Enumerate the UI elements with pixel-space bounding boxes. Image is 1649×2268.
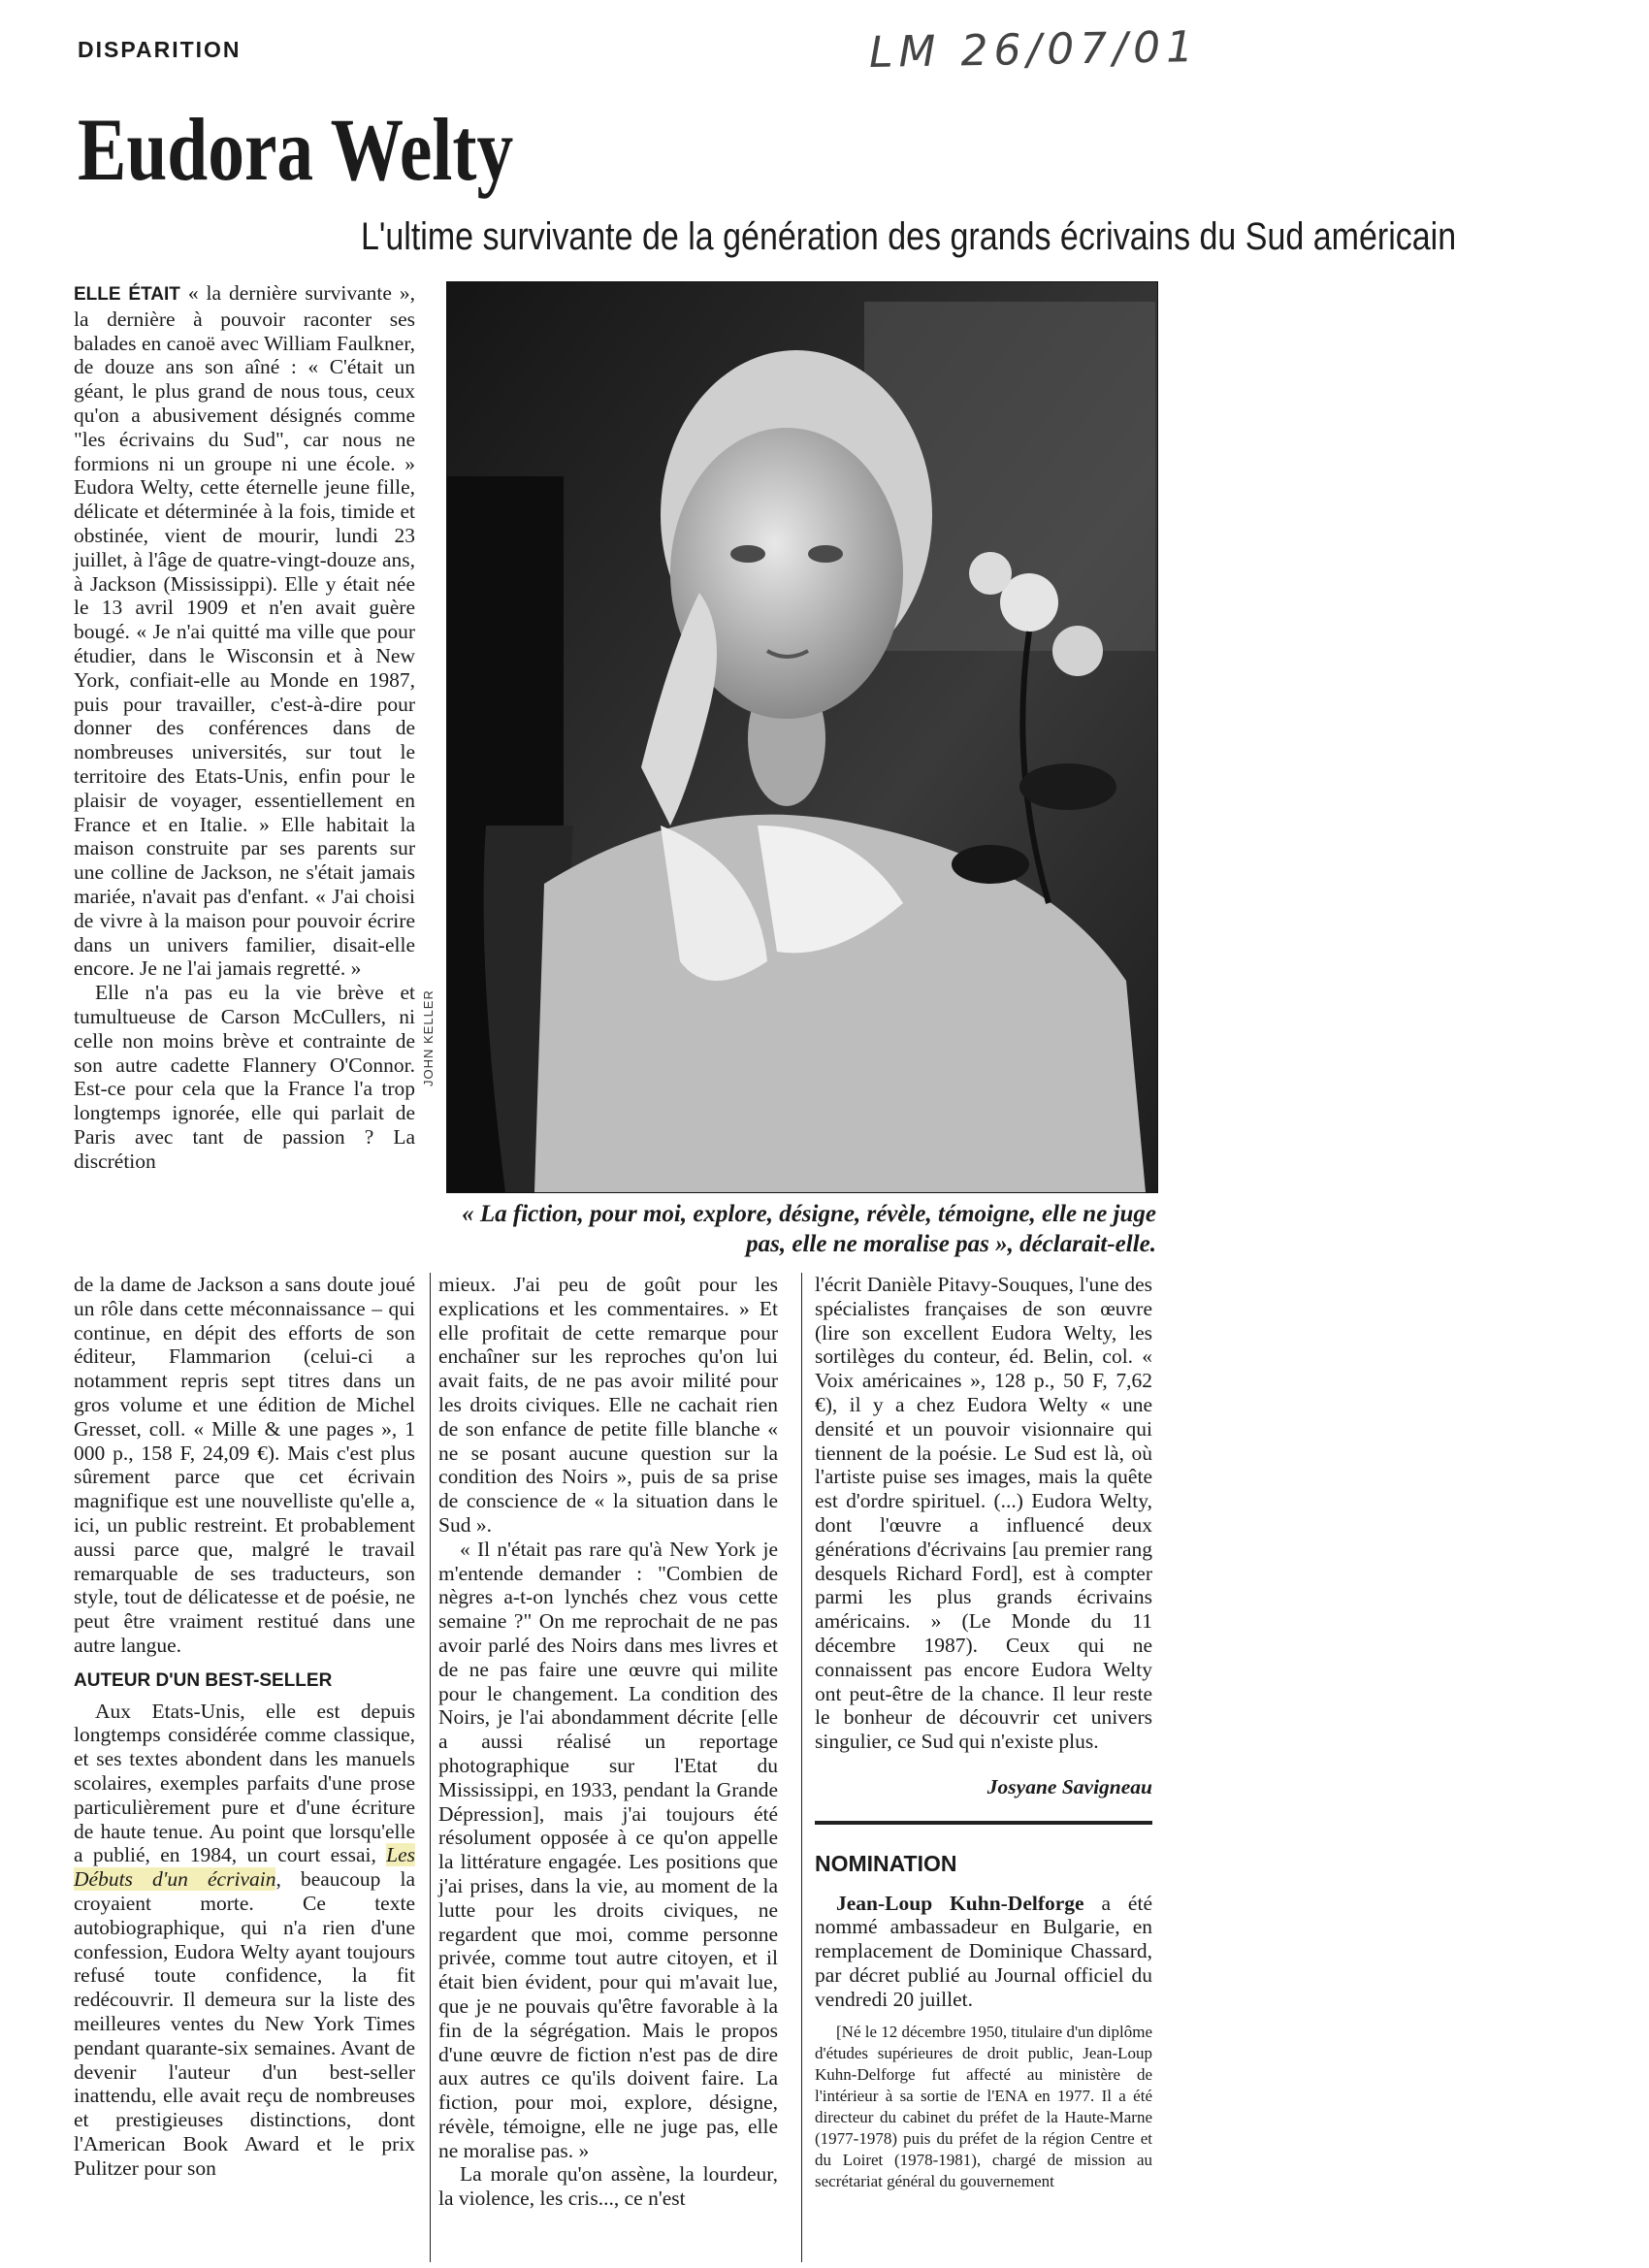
nomination-paragraph	[815, 1892, 1152, 2012]
headline: Eudora Welty	[78, 100, 514, 199]
column-3-paragraph-1: l'écrit Danièle Pitavy-Souques, l'une des spécialistes françaises de son œuvre (lire son excellent Eudora Welty, les sortilèges du conteur, éd. Belin, col. « Voix américaines », 128 p., 50 F, 7,62 €), il y a chez Eudora Welty « une densité et un pouvoir visionnaire qui tiennent de la poésie. Le Sud est là, où l'artiste puise ses images, mais la quête est d'ordre spirituel. (...) Eudora Welty, dont l'œuvre a influencé deux générations d'écrivains [au premier rang desquels Richard Ford], est à compter parmi les plus grands écrivains américains. » (Le Monde du 11 décembre 1987). Ceux qui ne connaissent pas encore Eudora Welty ont peut-être de la chance. Il leur reste le bonheur de découvrir cet univers singulier, ce Sud qui n'existe plus.	[815, 1273, 1152, 1754]
article-column-3	[815, 1273, 1152, 2192]
nomination-heading: NOMINATION	[815, 1850, 957, 1876]
column-2-paragraph-3: La morale qu'on assène, la lourdeur, la violence, les cris..., ce n'est	[438, 2162, 778, 2211]
column-2-paragraph-2: « Il n'était pas rare qu'à New York je m'entende demander : "Combien de nègres a-t-on lynchés chez vous cette semaine ?" On me reprochait de ne pas avoir parlé des Noirs dans mes livres et de ne pas faire une œuvre qui milite pour le changement. La condition des Noirs, je l'ai abondamment décrite [elle a aussi réalisé un reportage photographique sur l'Etat du Mississippi, en 1933, pendant la Grande Dépression], mais j'ai toujours été résolument opposée à ce qu'on appelle la littérature engagée. Les positions que j'ai prises, dans la vie, au moment de la lutte pour les droits civiques, ne regardent que moi, comme personne privée, comme tout autre citoyen, et il était bien évident, pour qui m'avait lue, que je ne pouvais qu'être favorable à la fin de la ségrégation. Mais le propos d'une œuvre de fiction n'est pas de dire aux autres ce qu'ils doivent faire. La fiction, pour moi, explore, désigne, révèle, témoigne, elle ne juge pas, elle ne moralise pas. »	[438, 1537, 778, 2162]
nominee-biography: [Né le 12 décembre 1950, titulaire d'un diplôme d'études supérieures de droit public, Jean-Loup Kuhn-Delforge fut affecté au ministère de l'intérieur à sa sortie de l'ENA en 1977. Il a été directeur du cabinet du préfet de la Haute-Marne (1977-1978) puis du préfet de la région Centre et du Loiret (1978-1981), chargé de mission au secrétariat général du gouvernement	[815, 2022, 1152, 2190]
article-column-2	[438, 1273, 778, 2211]
column-divider-2	[801, 1273, 802, 2262]
paragraph-2: Elle n'a pas eu la vie brève et tumultueuse de Carson McCullers, ni celle non moins brève et contrainte de son autre cadette Flannery O'Connor. Est-ce pour cela que la France l'a trop longtemps ignorée, elle qui parlait de Paris avec tant de passion ? La discrétion	[74, 981, 415, 1173]
portrait-photo	[446, 281, 1158, 1193]
article-column-1	[74, 281, 415, 1173]
section-heading: AUTEUR D'UN BEST-SELLER	[74, 1669, 333, 1691]
nomination-rule	[815, 1821, 1152, 1825]
article-column-1-bottom	[74, 1273, 415, 2180]
subheadline: L'ultime survivante de la génération des grands écrivains du Sud américain	[361, 215, 1457, 258]
column-2-paragraph-1: mieux. J'ai peu de goût pour les explications et les commentaires. » Et elle profitait de cette remarque pour enchaîner sur les reproches qu'on lui avait faits, de ne pas avoir milité pour les droits civiques. Elle ne cachait rien de son enfance de petite fille blanche « ne se posant aucune question sur la condition des Noirs », puis de sa prise de conscience de « la situation dans le Sud ».	[438, 1273, 778, 1537]
nominee-name: Jean-Loup Kuhn-Delforge	[836, 1891, 1084, 1915]
section-rubric: DISPARITION	[78, 37, 242, 62]
paragraph-3	[74, 1700, 415, 2181]
lead-paragraph	[74, 281, 415, 981]
paragraph-3-part-a: Aux Etats-Unis, elle est depuis longtemps considérée comme classique, et ses textes abondent dans les manuels scolaires, exemples parfaits d'une prose particulièrement pure et d'une écriture de haute tenue. Au point que lorsqu'elle a publié, en 1984, un court essai,	[74, 1699, 415, 1867]
photo-credit: JOHN KELLER	[421, 989, 436, 1086]
highlighted-book-title: Les Débuts d'un écrivain	[74, 1843, 415, 1892]
nomination-text: a été nommé ambassadeur en Bulgarie, en remplacement de Dominique Chassard, par décret publié au Journal officiel du vendredi 20 juillet.	[815, 1891, 1152, 2011]
author-signature: Josyane Savigneau	[986, 1774, 1152, 1798]
paragraph-2-continued: de la dame de Jackson a sans doute joué un rôle dans cette méconnaissance – qui continue, en dépit des efforts de son éditeur, Flammarion (celui-ci a notamment repris sept titres dans un gros volume et une édition de Michel Gresset, coll. « Mille & une pages », 1 000 p., 158 F, 24,09 €). Mais c'est plus sûrement parce que cet écrivain magnifique est une nouvelliste qu'elle a, ici, un public restreint. Et probablement aussi parce que, malgré le travail remarquable de ses traducteurs, son style, tout de délicatesse et de poésie, ne peut être vraiment restitué dans une autre langue.	[74, 1273, 415, 1657]
portrait-illustration	[447, 282, 1157, 1192]
column-divider-1	[430, 1273, 431, 2262]
photo-caption: « La fiction, pour moi, explore, désigne, révèle, témoigne, elle ne juge pas, elle ne moralise pas », déclarait-elle.	[462, 1201, 1156, 1257]
paragraph-1-text: « la dernière survivante », la dernière à pouvoir raconter ses balades en canoë avec William Faulkner, de douze ans son aîné : « C'était un géant, le plus grand de nous tous, ceux qu'on a abusivement désignés comme "les écrivains du Sud", car nous ne formions ni un groupe ni une école. » Eudora Welty, cette éternelle jeune fille, délicate et déterminée à la fois, timide et obstinée, vient de mourir, lundi 23 juillet, à l'âge de quatre-vingt-douze ans, à Jackson (Mississippi). Elle y était née le 13 avril 1909 et n'en avait guère bougé. « Je n'ai quitté ma ville que pour étudier, dans le Wisconsin et à New York, confiait-elle au Monde en 1987, puis pour travailler, c'est-à-dire pour donner des conférences dans de nombreuses universités, sur tout le territoire des Etats-Unis, enfin pour le plaisir de voyager, essentiellement en France et en Italie. » Elle habitait la maison construite par ses parents sur une colline de Jackson, ne s'était jamais mariée, n'avait pas d'enfant. « J'ai choisi de vivre à la maison pour pouvoir écrire dans un univers familier, disait-elle encore. Je ne l'ai jamais regretté. »	[74, 281, 416, 981]
handwritten-date-note: LM 26/07/01	[868, 22, 1200, 78]
lead-word: ELLE ÉTAIT	[74, 284, 180, 305]
paragraph-3-part-b: , beaucoup la croyaient morte. Ce texte autobiographique, qui n'a rien d'une confession, Eudora Welty ayant toujours refusé toute confidence, la fit redécouvrir. Il demeura sur la liste des meilleures ventes du New York Times pendant quarante-six semaines. Avant de devenir l'auteur d'un best-seller inattendu, elle avait reçu de nombreuses et prestigieuses distinctions, dont l'American Book Award et le prix Pulitzer pour son	[74, 1867, 415, 2180]
